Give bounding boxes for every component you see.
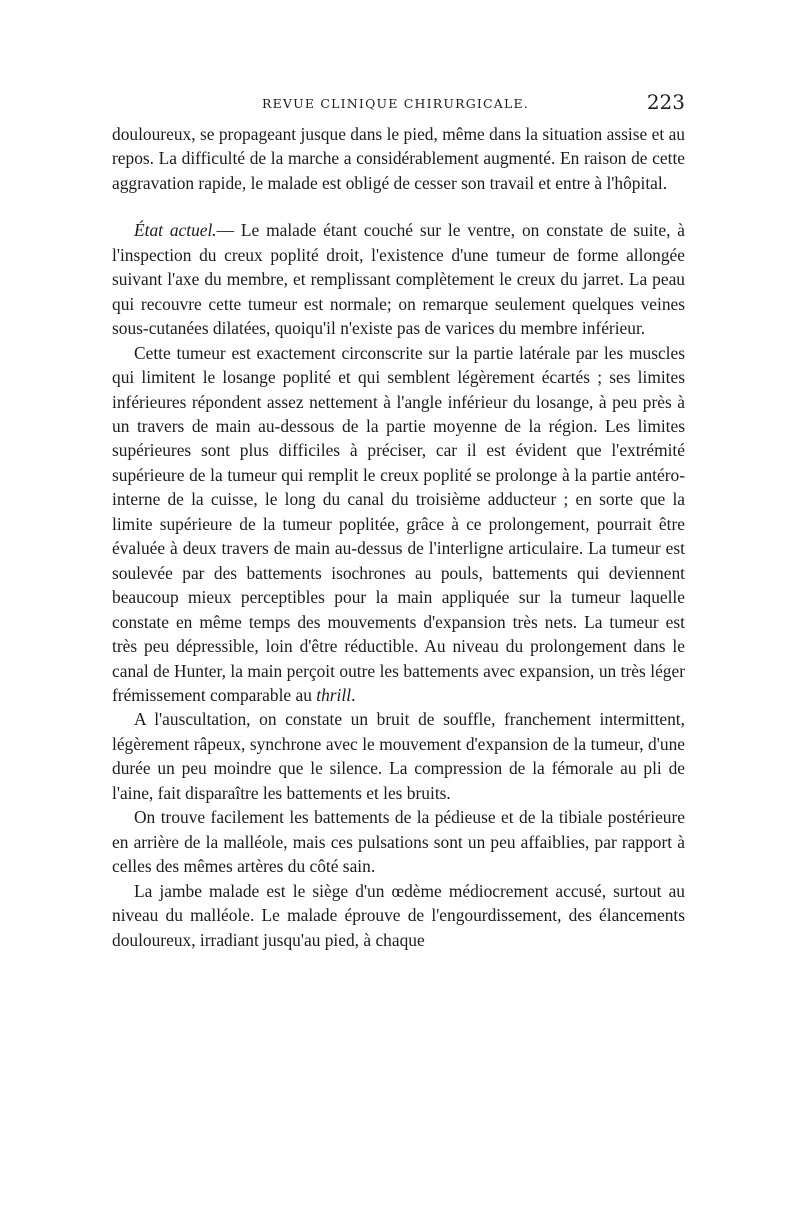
paragraph-text: La jambe malade est le siège d'un œdème médiocrement accusé, surtout au niveau du malléole. Le malade éprouve de l'engourdissement, des élancements douloureux, irradiant jusqu'au pied, à chaque xyxy=(112,880,685,950)
paragraph-etat-actuel xyxy=(112,218,685,340)
section-label: État actuel. xyxy=(134,220,217,241)
paragraph-pulses xyxy=(112,805,685,878)
paragraph-text: douloureux, se propageant jusque dans le pied, même dans la situation assise et au repos. La difficulté de la marche a considérablement augmenté. En raison de cette aggravation rapide, le malade est obligé de cesser son travail et entre à l'hôpital. xyxy=(112,124,685,193)
paragraph-text: Cette tumeur est exactement circonscrite sur la partie latérale par les muscles qui limitent le losange poplité et qui semblent légèrement écartés ; ses limites inférieures répondent assez nettement à l'angle inférieur du losange, à peu près à un travers de main au-dessous de la partie moyenne de la région. Les limites supérieures sont plus difficiles à préciser, car il est évident que l'extrémité supérieure de la tumeur qui remplit le creux poplité se prolonge à la partie antéro-interne de la cuisse, le long du canal du troisième adducteur ; en sorte que la limite supérieure de la tumeur poplitée, grâce à ce prolongement, pourrait être évaluée à deux travers de main au-dessus de l'interligne articulaire. La tumeur est soulevée par des battements isochrones au pouls, battements qui deviennent beaucoup mieux perceptibles pour la main appliquée sur la tumeur laquelle constate en même temps des mouvements d'expansion très nets. La tumeur est très peu dépressible, loin d'être réductible. Au niveau du prolongement dans le canal de Hunter, la main perçoit outre les battements avec expansion, un très léger frémissement comparable au xyxy=(112,342,685,705)
running-title: REVUE CLINIQUE CHIRURGICALE. xyxy=(262,96,530,111)
emphasized-word: thrill xyxy=(316,684,352,705)
paragraph-tumor-description xyxy=(112,341,685,708)
book-page xyxy=(112,92,685,952)
running-header xyxy=(112,92,685,122)
page-number: 223 xyxy=(646,90,685,114)
paragraph-text-end: . xyxy=(351,684,356,705)
paragraph-text: A l'auscultation, on constate un bruit de souffle, franchement intermittent, légèrement râpeux, synchrone avec le mouvement d'expansion de la tumeur, d'une durée un peu moindre que le silence. La compression de la fémorale au pli de l'aine, fait disparaître les battements et les bruits. xyxy=(112,709,685,803)
paragraph-text: On trouve facilement les battements de la pédieuse et de la tibiale postérieure en arrière de la malléole, mais ces pulsations sont un peu affaiblies, par rapport à celles des mêmes artères du côté sain. xyxy=(112,807,685,877)
paragraph-oedema xyxy=(112,879,685,952)
paragraph-continuation xyxy=(112,122,685,195)
paragraph-text: — Le malade étant couché sur le ventre, on constate de suite, à l'inspection du creux poplité droit, l'existence d'une tumeur de forme allongée suivant l'axe du membre, et remplissant complètement le creux du jarret. La peau qui recouvre cette tumeur est normale; on remarque seulement quelques veines sous-cutanées dilatées, quoiqu'il n'existe pas de varices du membre inférieur. xyxy=(112,220,686,339)
paragraph-auscultation xyxy=(112,707,685,805)
body-text xyxy=(112,122,685,952)
